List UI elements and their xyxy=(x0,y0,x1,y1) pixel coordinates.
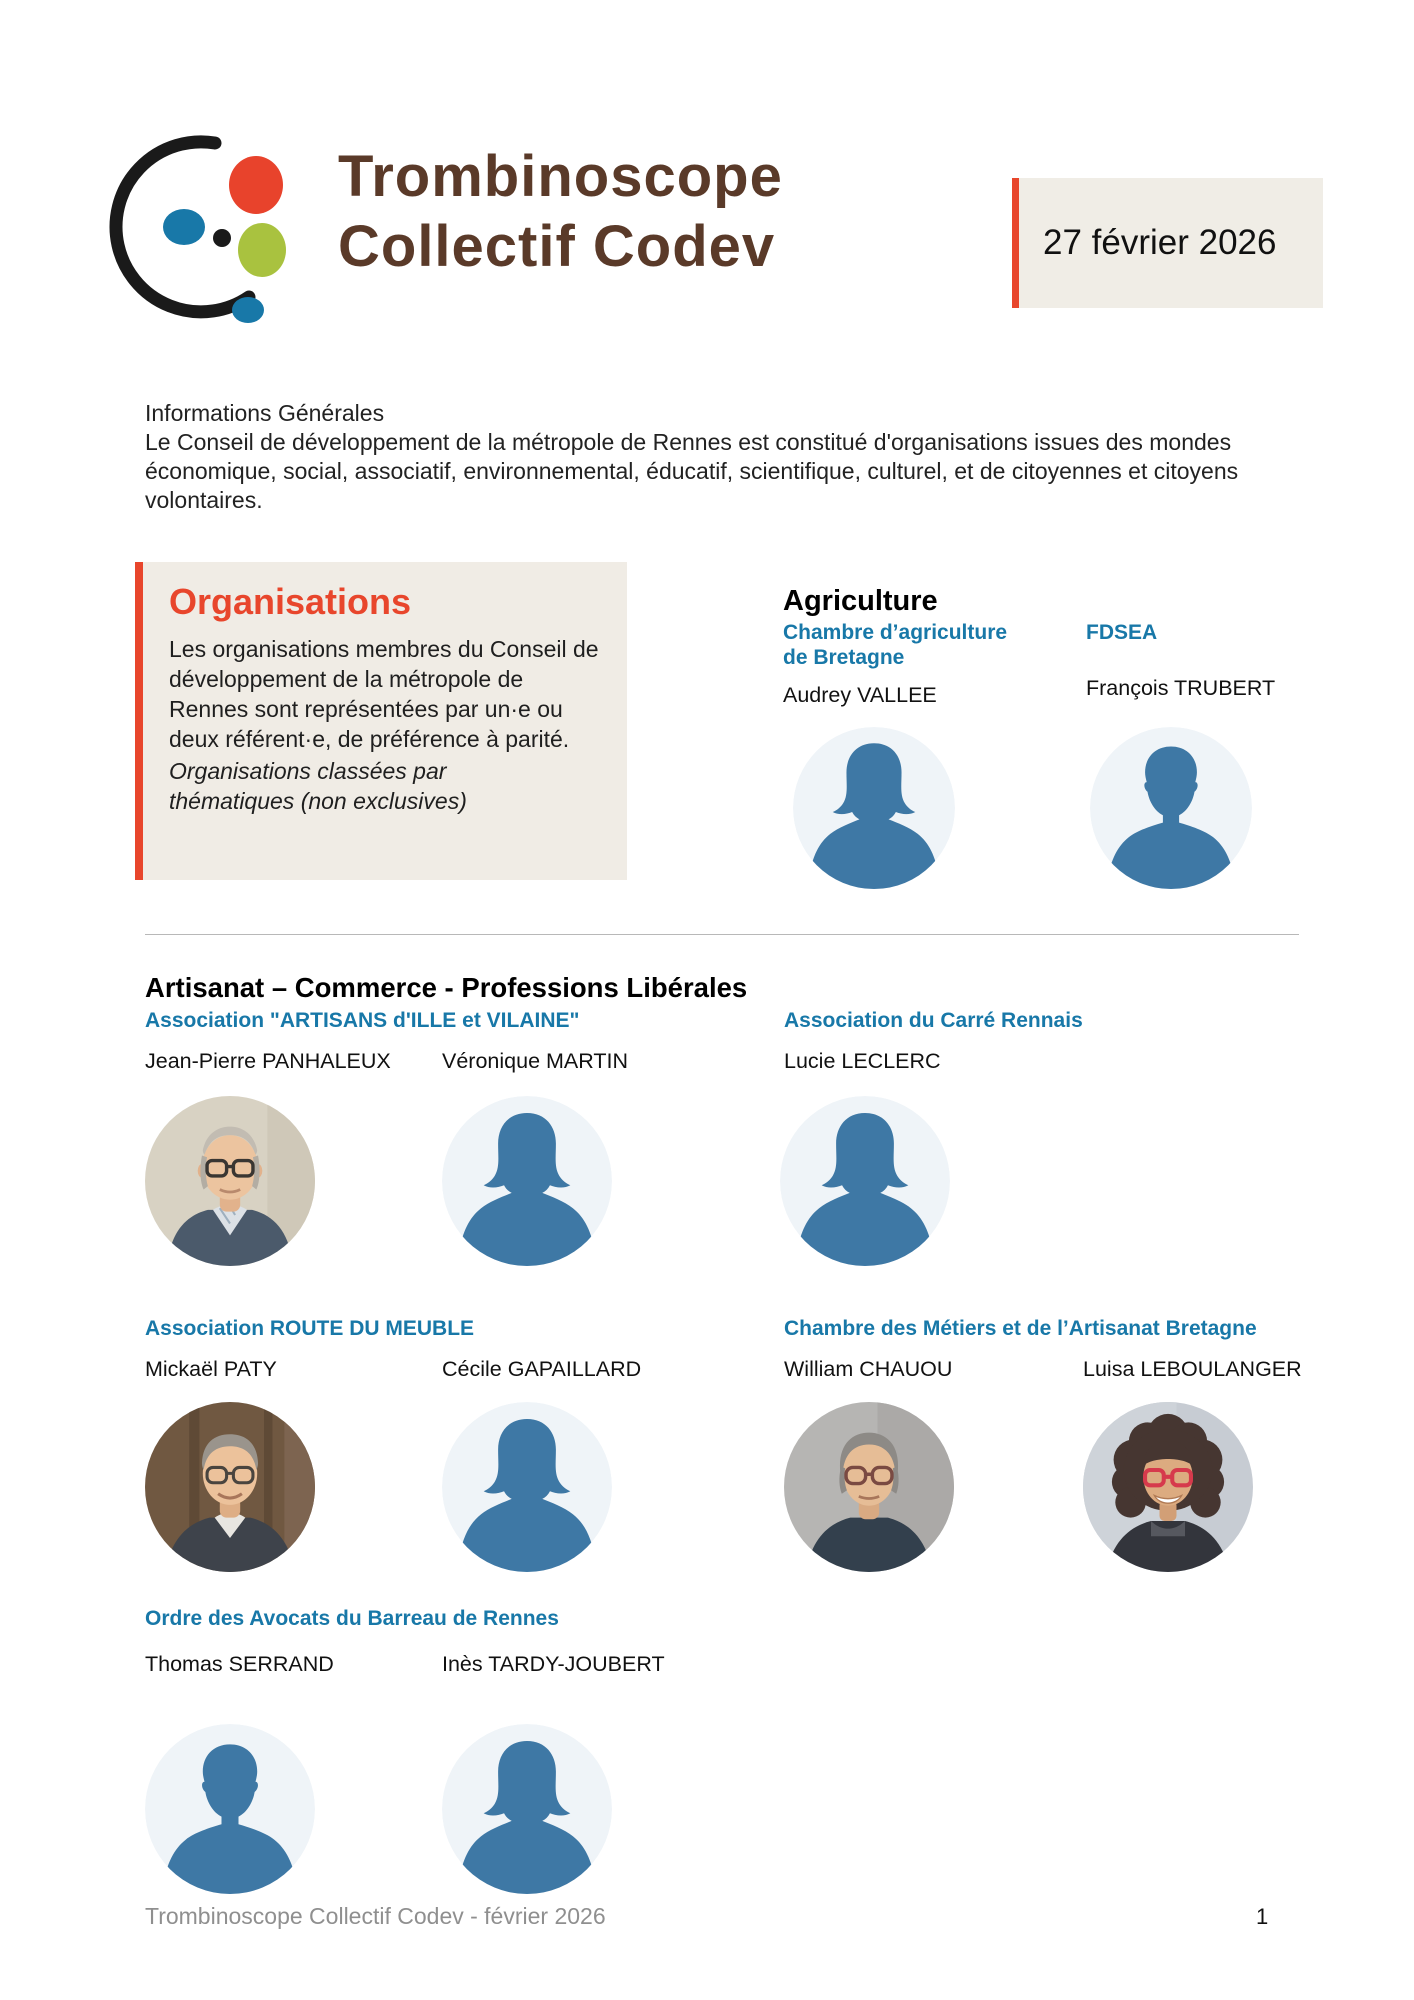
member-photo xyxy=(784,1402,954,1572)
avatar-male-silhouette xyxy=(1090,727,1252,889)
member-name: Thomas SERRAND xyxy=(145,1652,334,1676)
date-text: 27 février 2026 xyxy=(1043,223,1277,262)
avatar-female-silhouette xyxy=(442,1402,612,1572)
member-name: Inès TARDY-JOUBERT xyxy=(442,1652,665,1676)
organisations-box-body: Les organisations membres du Conseil de développement de la métropole de Rennes sont représentées par un·e ou deux référent·e, de préférence à parité. xyxy=(169,636,599,752)
page-title-line2: Collectif Codev xyxy=(338,214,776,279)
org-name: Ordre des Avocats du Barreau de Rennes xyxy=(145,1607,559,1630)
footer-text: Trombinoscope Collectif Codev - février 2026 xyxy=(145,1903,606,1929)
org-name: Association "ARTISANS d'ILLE et VILAINE" xyxy=(145,1009,580,1032)
member-name: Jean-Pierre PANHALEUX xyxy=(145,1049,391,1073)
section-divider xyxy=(145,934,1299,935)
member-name: Lucie LECLERC xyxy=(784,1049,941,1073)
date-badge xyxy=(1012,178,1323,308)
avatar-female-silhouette xyxy=(442,1724,612,1894)
member-name: Luisa LEBOULANGER xyxy=(1083,1357,1302,1381)
avatar-male-silhouette xyxy=(145,1724,315,1894)
member-name: Cécile GAPAILLARD xyxy=(442,1357,642,1381)
member-photo xyxy=(145,1402,315,1572)
organisations-box-title: Organisations xyxy=(169,581,412,622)
org-name: Association du Carré Rennais xyxy=(784,1009,1083,1032)
intro-block xyxy=(145,399,1253,515)
organisations-box-note: Organisations classées par thématiques (non exclusives) xyxy=(169,758,467,814)
avatar-female-silhouette xyxy=(442,1096,612,1266)
member-name: Véronique MARTIN xyxy=(442,1049,629,1073)
org-name: Chambre d’agriculture de Bretagne xyxy=(783,621,1008,669)
page-title-line1: Trombinoscope xyxy=(338,144,783,209)
collectif-codev-dots-logo xyxy=(105,122,295,337)
avatar-female-silhouette xyxy=(780,1096,950,1266)
member-photo xyxy=(1083,1402,1253,1572)
org-name: FDSEA xyxy=(1086,621,1158,644)
intro-heading: Informations Générales xyxy=(145,400,385,426)
avatar-female-silhouette xyxy=(793,727,955,889)
section-title-agriculture: Agriculture xyxy=(783,585,938,617)
member-name: Mickaël PATY xyxy=(145,1357,277,1381)
org-name: Association ROUTE DU MEUBLE xyxy=(145,1317,475,1340)
member-name: François TRUBERT xyxy=(1086,676,1276,700)
member-name: William CHAUOU xyxy=(784,1357,953,1381)
member-photo xyxy=(145,1096,315,1266)
intro-body: Le Conseil de développement de la métropole de Rennes est constitué d'organisations issues des mondes économique, social, associatif, environnemental, éducatif, scientifique, culturel, et de citoyennes et citoyens volontaires. xyxy=(145,429,1239,513)
organisations-box xyxy=(135,562,627,880)
page-title xyxy=(338,142,783,282)
page-number: 1 xyxy=(1256,1904,1269,1929)
section-title-artisanat: Artisanat – Commerce - Professions Libérales xyxy=(145,971,748,1003)
org-name: Chambre des Métiers et de l’Artisanat Bretagne xyxy=(784,1317,1257,1340)
member-name: Audrey VALLEE xyxy=(783,683,937,707)
